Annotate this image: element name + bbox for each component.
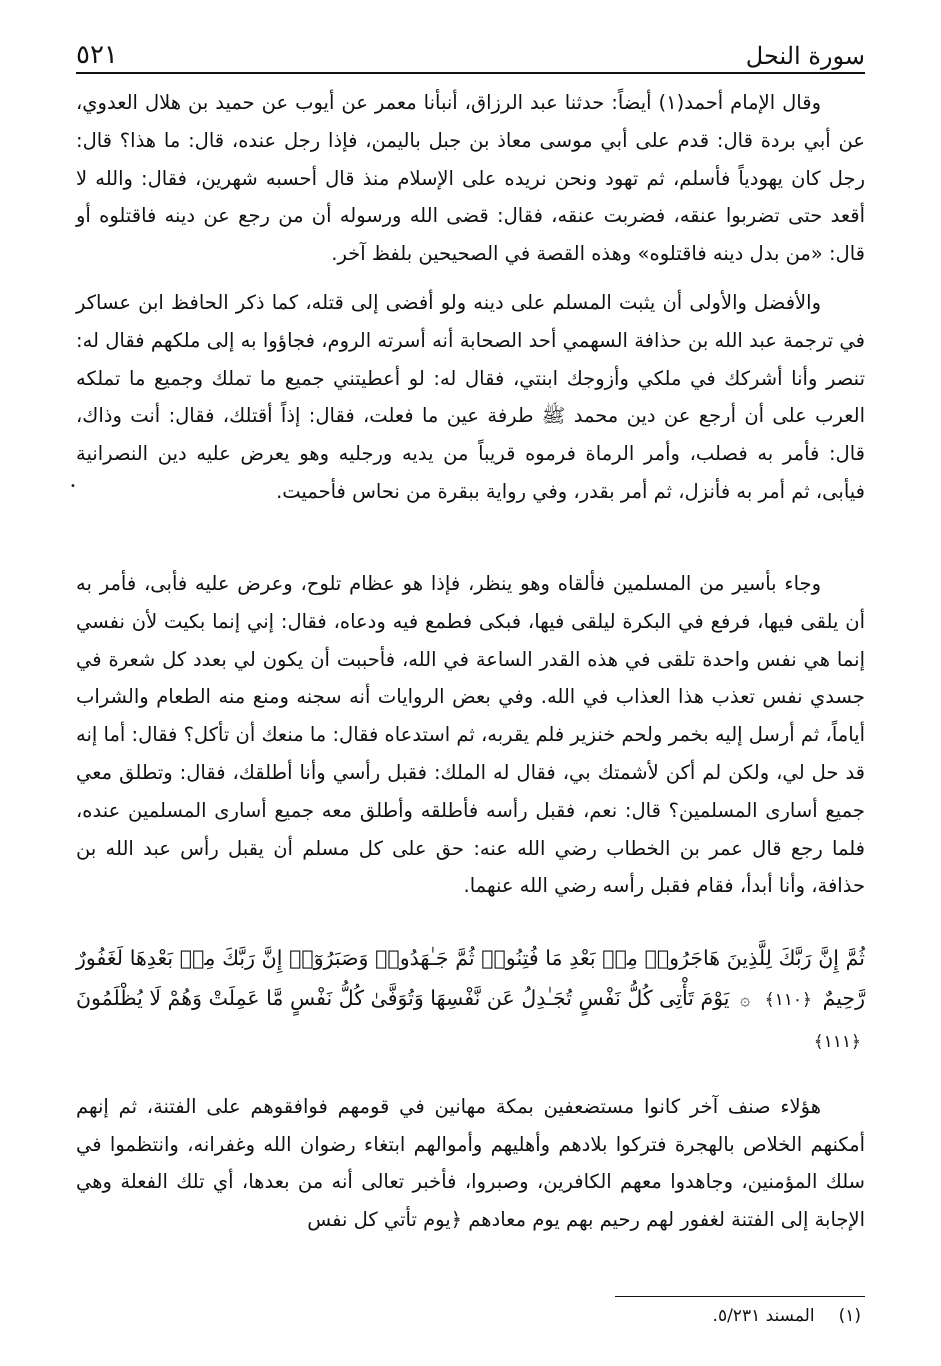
- footnote-number: (١): [838, 1306, 861, 1326]
- verse-number-110: ﴿١١٠﴾: [764, 990, 812, 1010]
- quran-verse: [76, 938, 865, 1062]
- footnote: [713, 1304, 861, 1328]
- main-text: [76, 84, 865, 915]
- paragraph-3: وجاء بأسير من المسلمين فألقاه وهو ينظر، فإذا هو عظام تلوح، وعرض عليه فأبى، فأمر به أن يلقى فيها، فرفع في البكرة ليلقى فيها، فبكى فطمع فيه ودعاه، فقال: إني إنما بكيت لأن نفسي إنما هي نفس واحدة تلقى في هذه القدر الساعة في الله، فأحببت أن يكون لي بعدد كل شعرة في جسدي نفس تعذب هذا العذاب في الله. وفي بعض الروايات أنه سجنه ومنع منه الطعام والشراب أياماً، ثم أرسل إليه بخمر ولحم خنزير فلم يقربه، ثم استدعاه فقال: ما منعك أن تأكل؟ فقال: أما إنه قد حل لي، ولكن لم أكن لأشمتك بي، فقال له الملك: فقبل رأسي وأنا أطلقك، فقال: وتطلق معي جميع أسارى المسلمين؟ قال: نعم، فقبل رأسه فأطلقه وأطلق معه جميع أسارى المسلمين عنده، فلما رجع قال عمر بن الخطاب رضي الله عنه: حق على كل مسلم أن يقبل رأس عبد الله بن حذافة، وأنا أبدأ، فقام فقبل رأسه رضي الله عنهما.: [76, 572, 865, 898]
- page-number: ٥٢١: [76, 40, 118, 70]
- section-separator-icon: ۞: [740, 990, 751, 1010]
- verse-number-111: ﴿١١١﴾: [813, 1032, 861, 1052]
- surah-title: سورة النحل: [745, 42, 865, 70]
- page-header: [76, 30, 865, 74]
- commentary-text: [76, 1088, 865, 1238]
- footnote-text: المسند ٥/٢٣١.: [712, 1306, 815, 1326]
- paragraph-2: والأفضل والأولى أن يثبت المسلم على دينه ولو أفضى إلى قتله، كما ذكر الحافظ ابن عساكر في ترجمة عبد الله بن حذافة السهمي أحد الصحابة أنه أسرته الروم، فجاؤوا به إلى ملكهم فقال له: تنصر وأنا أشركك في ملكي وأزوجك ابنتي، فقال له: لو أعطيتني جميع ما تملك وجميع ما تملكه العرب على أن أرجع عن دين محمد ﷺ طرفة عين ما فعلت، فقال: إذاً أقتلك، فقال: أنت وذاك، قال: فأمر به فصلب، وأمر الرماة فرموه قريباً من يديه ورجليه وهو يعرض عليه دين النصرانية فيأبى، ثم أمر به فأنزل، ثم أمر بقدر، وفي رواية ببقرة من نحاس فأحميت.: [76, 291, 865, 503]
- margin-dot: •: [70, 481, 76, 492]
- footnote-divider: [615, 1296, 865, 1297]
- verse-text-110: ثُمَّ إِنَّ رَبَّكَ لِلَّذِينَ هَاجَرُوا۟ مِنۢ بَعْدِ مَا فُتِنُوا۟ ثُمَّ جَـٰهَدُوا۟ وَصَبَرُوٓا۟ إِنَّ رَبَّكَ مِنۢ بَعْدِهَا لَغَفُورٌ رَّحِيمٌ: [76, 946, 865, 1010]
- verse-text-111: يَوْمَ تَأْتِى كُلُّ نَفْسٍ تُجَـٰدِلُ عَن نَّفْسِهَا وَتُوَفَّىٰ كُلُّ نَفْسٍ مَّا عَمِلَتْ وَهُمْ لَا يُظْلَمُونَ: [76, 986, 730, 1010]
- paragraph-1: وقال الإمام أحمد(١) أيضاً: حدثنا عبد الرزاق، أنبأنا معمر عن أيوب عن حميد بن هلال العدوي، عن أبي بردة قال: قدم على أبي موسى معاذ بن جبل باليمن، فإذا رجل عنده، قال: ما هذا؟ قال: رجل كان يهودياً فأسلم، ثم تهود ونحن نريده على الإسلام منذ قال أحسبه شهرين، فقال: والله لا أقعد حتى تضربوا عنقه، فضربت عنقه، فقال: قضى الله ورسوله أن من رجع عن دينه فاقتلوه أو قال: «من بدل دينه فاقتلوه» وهذه القصة في الصحيحين بلفظ آخر.: [76, 91, 865, 266]
- commentary-paragraph: هؤلاء صنف آخر كانوا مستضعفين بمكة مهانين في قومهم فوافقوهم على الفتنة، ثم إنهم أمكنهم الخلاص بالهجرة فتركوا بلادهم وأهليهم وأموالهم ابتغاء رضوان الله وغفرانه، وانتظموا في سلك المؤمنين، وجاهدوا معهم الكافرين، وصبروا، فأخبر تعالى أنه من بعدها، أي تلك الفعلة وهي الإجابة إلى الفتنة لغفور لهم رحيم بهم يوم معادهم ﴿يوم تأتي كل نفس: [76, 1095, 865, 1231]
